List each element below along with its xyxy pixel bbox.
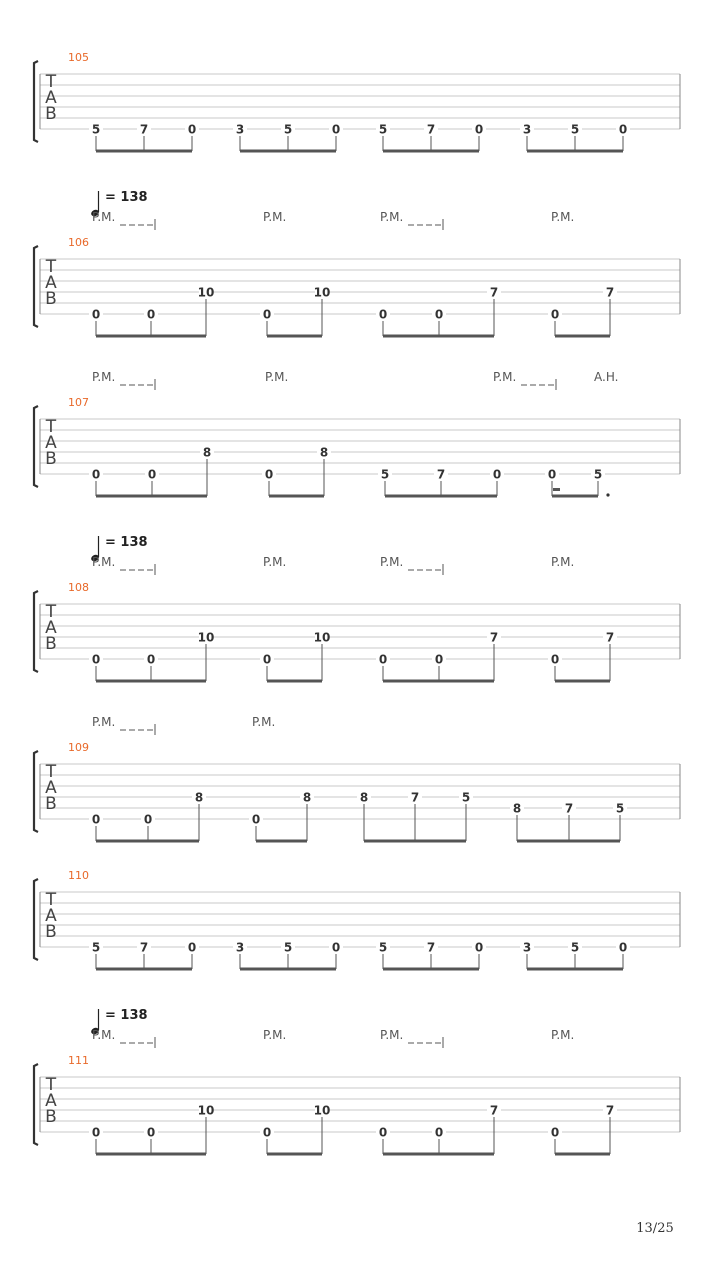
fret-number: 0 (264, 467, 274, 482)
measure-number: 111 (68, 1054, 89, 1067)
tab-clef-letter: T (45, 257, 57, 277)
fret-number: 3 (522, 940, 532, 955)
palm-mute-label: P.M. (493, 370, 517, 384)
measure-105 (34, 51, 680, 151)
palm-mute-label: P.M. (263, 1028, 287, 1042)
fret-number: 10 (313, 1103, 331, 1118)
fret-number: 5 (378, 940, 388, 955)
fret-number: 7 (410, 790, 420, 805)
tempo-marking: = 138 (105, 190, 148, 205)
fret-number: 5 (378, 122, 388, 137)
tab-clef-letter: A (45, 778, 57, 798)
tab-clef-letter: B (45, 1107, 57, 1127)
fret-number: 7 (564, 801, 574, 816)
fret-number: 0 (618, 122, 628, 137)
tempo-marking: = 138 (105, 1008, 148, 1023)
palm-mute-label: P.M. (92, 370, 116, 384)
fret-number: 0 (251, 812, 261, 827)
fret-number: 7 (489, 285, 499, 300)
system-bracket (34, 591, 38, 672)
fret-number: 7 (489, 1103, 499, 1118)
measure-106 (34, 190, 680, 336)
palm-mute-label: P.M. (263, 210, 287, 224)
system-bracket (34, 246, 38, 327)
fret-number: 7 (426, 122, 436, 137)
fret-number: 0 (434, 652, 444, 667)
fret-number: 0 (143, 812, 153, 827)
measure-number: 109 (68, 741, 89, 754)
fret-number: 7 (426, 940, 436, 955)
fret-number: 5 (615, 801, 625, 816)
fret-number: 0 (91, 812, 101, 827)
tab-clef-letter: B (45, 922, 57, 942)
fret-number: 0 (434, 1125, 444, 1140)
system-bracket (34, 406, 38, 487)
palm-mute-label: P.M. (551, 1028, 575, 1042)
fret-number: 0 (91, 307, 101, 322)
fret-number: 5 (570, 122, 580, 137)
system-bracket (34, 879, 38, 960)
measure-110 (34, 869, 680, 969)
system-bracket (34, 61, 38, 142)
tab-clef-letter: B (45, 104, 57, 124)
fret-number: 0 (378, 1125, 388, 1140)
fret-number: 0 (262, 652, 272, 667)
measure-number: 106 (68, 236, 89, 249)
fret-number: 0 (492, 467, 502, 482)
palm-mute-label: P.M. (263, 555, 287, 569)
artificial-harmonic-label: A.H. (594, 370, 619, 384)
fret-number: 5 (570, 940, 580, 955)
tab-clef-letter: T (45, 1075, 57, 1095)
measure-111 (34, 1008, 680, 1154)
fret-number: 8 (512, 801, 522, 816)
fret-number: 0 (547, 467, 557, 482)
rest-mark (553, 488, 560, 491)
fret-number: 0 (91, 652, 101, 667)
fret-number: 0 (434, 307, 444, 322)
measure-108 (34, 535, 680, 681)
palm-mute-label: P.M. (92, 555, 116, 569)
fret-number: 10 (197, 1103, 215, 1118)
fret-number: 7 (605, 285, 615, 300)
fret-number: 5 (283, 940, 293, 955)
palm-mute-label: P.M. (92, 210, 116, 224)
fret-number: 0 (187, 940, 197, 955)
tab-clef-letter: T (45, 602, 57, 622)
tab-clef-letter: A (45, 88, 57, 108)
fret-number: 5 (283, 122, 293, 137)
fret-number: 5 (91, 940, 101, 955)
tab-clef-letter: A (45, 906, 57, 926)
measure-number: 107 (68, 396, 89, 409)
fret-number: 10 (313, 630, 331, 645)
palm-mute-label: P.M. (265, 370, 289, 384)
fret-number: 8 (202, 445, 212, 460)
fret-number: 0 (91, 1125, 101, 1140)
tab-clef-letter: B (45, 634, 57, 654)
fret-number: 0 (378, 307, 388, 322)
palm-mute-label: P.M. (380, 210, 404, 224)
fret-number: 5 (461, 790, 471, 805)
tab-clef-letter: A (45, 1091, 57, 1111)
measure-number: 105 (68, 51, 89, 64)
system-bracket (34, 751, 38, 832)
fret-number: 0 (262, 307, 272, 322)
tab-clef-letter: B (45, 289, 57, 309)
fret-number: 8 (194, 790, 204, 805)
fret-number: 7 (436, 467, 446, 482)
fret-number: 8 (359, 790, 369, 805)
fret-number: 7 (139, 122, 149, 137)
fret-number: 10 (197, 285, 215, 300)
fret-number: 3 (235, 940, 245, 955)
measure-107 (34, 370, 680, 497)
palm-mute-label: P.M. (252, 715, 276, 729)
fret-number: 3 (522, 122, 532, 137)
fret-number: 0 (331, 122, 341, 137)
tab-clef-letter: A (45, 618, 57, 638)
fret-number: 0 (550, 307, 560, 322)
measure-number: 108 (68, 581, 89, 594)
palm-mute-label: P.M. (551, 555, 575, 569)
tab-clef-letter: T (45, 762, 57, 782)
palm-mute-label: P.M. (551, 210, 575, 224)
fret-number: 0 (550, 1125, 560, 1140)
tab-clef-letter: T (45, 890, 57, 910)
fret-number: 8 (302, 790, 312, 805)
fret-number: 5 (593, 467, 603, 482)
fret-number: 0 (187, 122, 197, 137)
palm-mute-label: P.M. (92, 1028, 116, 1042)
fret-number: 0 (474, 122, 484, 137)
fret-number: 0 (146, 652, 156, 667)
tempo-marking: = 138 (105, 535, 148, 550)
fret-number: 0 (378, 652, 388, 667)
tab-clef-letter: A (45, 433, 57, 453)
measure-number: 110 (68, 869, 89, 882)
tab-clef-letter: B (45, 449, 57, 469)
palm-mute-label: P.M. (380, 555, 404, 569)
fret-number: 7 (139, 940, 149, 955)
tab-clef-letter: B (45, 794, 57, 814)
fret-number: 0 (474, 940, 484, 955)
fret-number: 0 (91, 467, 101, 482)
fret-number: 3 (235, 122, 245, 137)
fret-number: 0 (147, 467, 157, 482)
fret-number: 7 (605, 630, 615, 645)
fret-number: 0 (262, 1125, 272, 1140)
fret-number: 0 (618, 940, 628, 955)
page-number: 13/25 (636, 1221, 674, 1236)
system-bracket (34, 1064, 38, 1145)
tab-clef-letter: A (45, 273, 57, 293)
fret-number: 10 (313, 285, 331, 300)
fret-number: 0 (146, 307, 156, 322)
fret-number: 8 (319, 445, 329, 460)
fret-number: 0 (550, 652, 560, 667)
palm-mute-label: P.M. (92, 715, 116, 729)
tab-clef-letter: T (45, 72, 57, 92)
measure-109 (34, 715, 680, 841)
fret-number: 5 (91, 122, 101, 137)
dot-mark (606, 493, 609, 496)
fret-number: 5 (380, 467, 390, 482)
fret-number: 0 (331, 940, 341, 955)
tab-clef-letter: T (45, 417, 57, 437)
fret-number: 0 (146, 1125, 156, 1140)
palm-mute-label: P.M. (380, 1028, 404, 1042)
fret-number: 7 (489, 630, 499, 645)
fret-number: 10 (197, 630, 215, 645)
fret-number: 7 (605, 1103, 615, 1118)
